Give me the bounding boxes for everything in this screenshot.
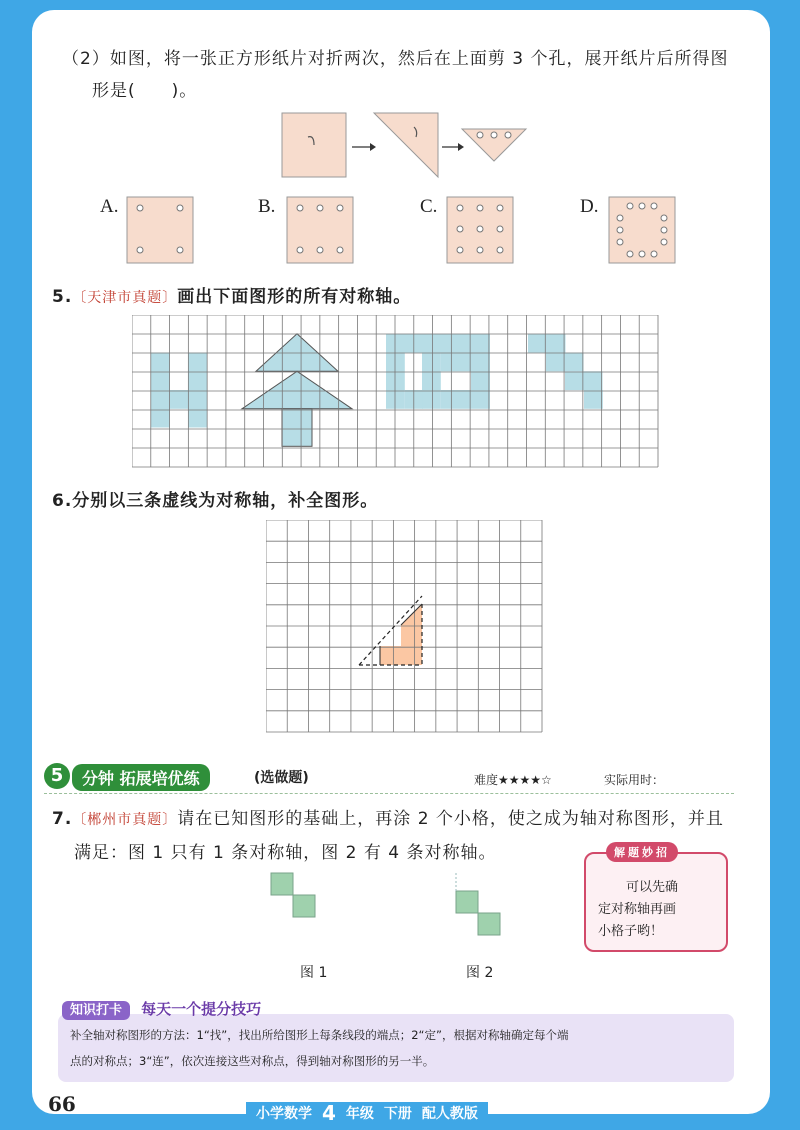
- q6-number: 6.: [52, 491, 73, 511]
- q6-grid[interactable]: [266, 520, 544, 734]
- q6-heading: [52, 486, 378, 516]
- difficulty-rating: 难度★★★★☆: [474, 773, 552, 787]
- time-used: 实际用时：: [604, 773, 665, 787]
- section-divider: [44, 793, 734, 794]
- knowledge-line2: 点的对称点；3“连”，依次连接这些对称点，得到轴对称图形的另一半。: [70, 1054, 435, 1068]
- q7-source-tag: 〔郴州市真题〕: [72, 812, 178, 828]
- tip-line-3: 小格子哟！: [598, 924, 664, 939]
- page-number: 66: [48, 1092, 76, 1116]
- q5-grid[interactable]: [132, 315, 660, 469]
- option-c-label[interactable]: C.: [420, 196, 438, 217]
- q7-text-line1: 请在已知图形的基础上，再涂 2 个小格，使之成为轴对称图形，并且: [177, 809, 724, 829]
- option-a-label[interactable]: A.: [100, 196, 119, 217]
- option-c-figure[interactable]: [446, 196, 514, 264]
- hole: [505, 132, 511, 138]
- option-d-figure[interactable]: [608, 196, 676, 264]
- section-title-box: [72, 764, 210, 791]
- q4-line2: 形是( )。: [92, 81, 198, 101]
- footer-bar: [246, 1102, 488, 1124]
- q5-number: 5.: [52, 287, 73, 307]
- section-circle: 5: [44, 763, 70, 789]
- footer-subject: 小学数学: [256, 1106, 312, 1122]
- footer-grade-number: 4: [322, 1101, 336, 1125]
- option-a-figure[interactable]: [126, 196, 194, 264]
- hole: [477, 132, 483, 138]
- section-minute: 分钟: [82, 769, 115, 788]
- knowledge-header: [62, 998, 261, 1019]
- knowledge-box: [58, 1014, 734, 1082]
- tip-line-2: 定对称轴再画: [598, 902, 677, 917]
- fig1-label: 图 1: [300, 965, 328, 981]
- q6-shape: [380, 604, 422, 665]
- q5-shapes: [151, 334, 603, 447]
- fig2-figure[interactable]: [455, 872, 501, 936]
- footer-term: 下册: [383, 1106, 412, 1122]
- fig2-label: 图 2: [466, 965, 494, 981]
- knowledge-subtitle: 每天一个提分技巧: [141, 1000, 262, 1018]
- folding-diagram: [270, 105, 540, 185]
- arrow-1-head: [370, 143, 376, 151]
- hole: [491, 132, 497, 138]
- tip-box: [584, 846, 728, 952]
- knowledge-line1: 补全轴对称图形的方法：1“找”，找出所给图形上每条线段的端点；2“定”，根据对称轴确定每个端: [70, 1028, 569, 1042]
- section-title: 拓展培优练: [119, 769, 200, 788]
- arrow-2-head: [458, 143, 464, 151]
- q5-grid-lines: [132, 315, 658, 467]
- knowledge-title: 知识打卡: [62, 1001, 130, 1020]
- triangle-paper: [374, 113, 438, 177]
- option-d-label[interactable]: D.: [580, 196, 599, 217]
- q6-text: 分别以三条虚线为对称轴，补全图形。: [72, 491, 379, 511]
- q6-grid-lines: [266, 520, 542, 732]
- fig1-figure[interactable]: [270, 872, 316, 918]
- option-b-label[interactable]: B.: [258, 196, 276, 217]
- footer-edition: 配人教版: [421, 1106, 478, 1122]
- q5-text: 画出下面图形的所有对称轴。: [177, 287, 412, 307]
- q7-number: 7.: [52, 809, 73, 829]
- option-b-figure[interactable]: [286, 196, 354, 264]
- tip-line-1: 可以先确: [626, 880, 679, 895]
- tip-title: 解题妙招: [606, 842, 678, 862]
- q7-line2: 满足：图 1 只有 1 条对称轴，图 2 有 4 条对称轴。: [74, 843, 497, 863]
- section-note: (选做题): [254, 770, 309, 786]
- q5-source-tag: 〔天津市真题〕: [72, 290, 178, 306]
- footer-grade-text: 年级: [345, 1106, 374, 1122]
- section-banner: [44, 763, 734, 793]
- q5-heading: [52, 282, 411, 313]
- q4-line1: （2）如图，将一张正方形纸片对折两次，然后在上面剪 3 个孔，展开纸片后所得图: [62, 49, 729, 69]
- q7-line1: [52, 804, 752, 835]
